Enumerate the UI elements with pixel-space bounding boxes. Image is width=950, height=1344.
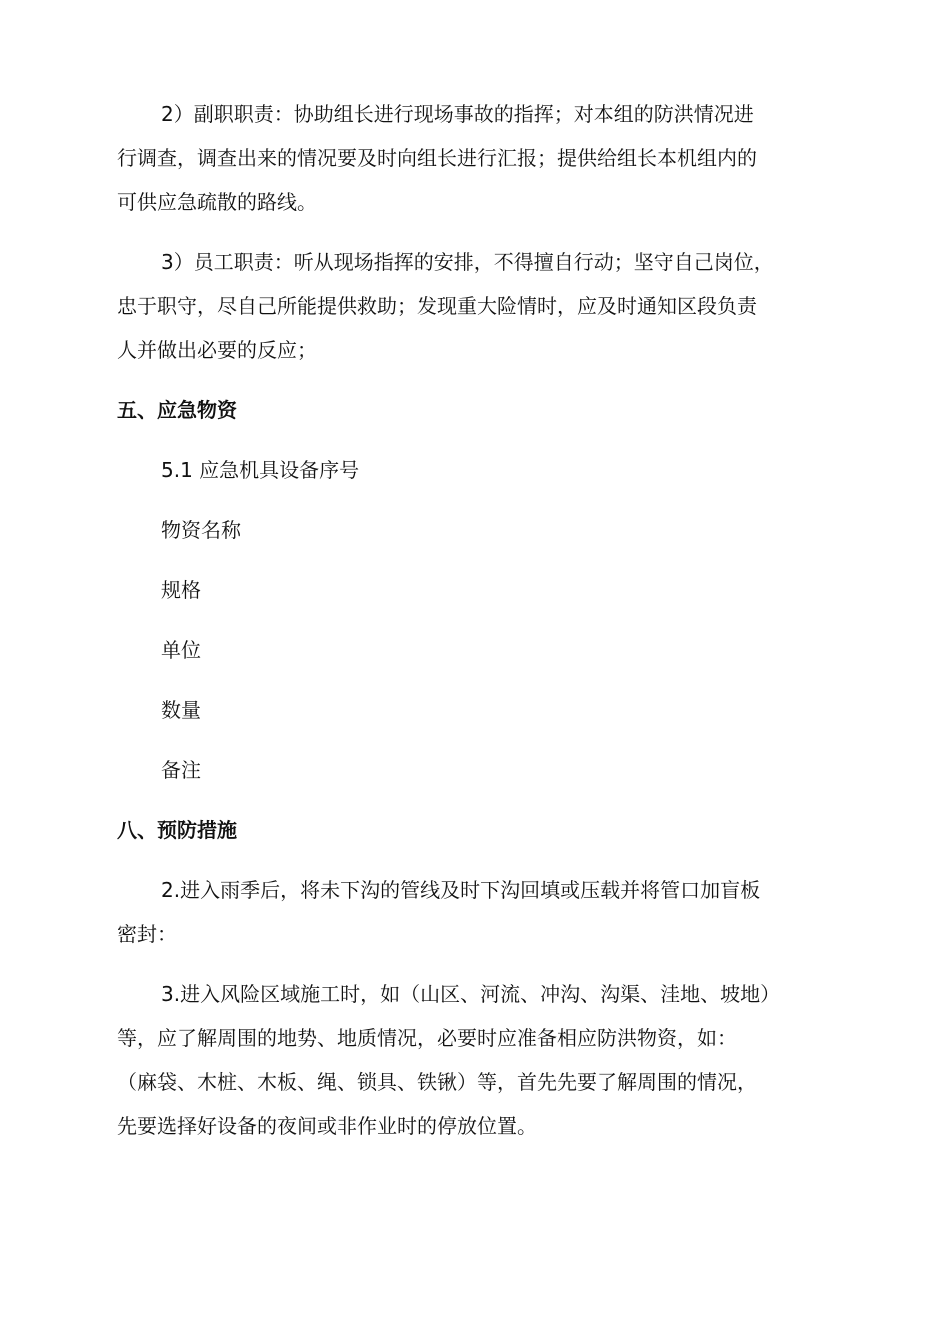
list-item: 备注 [161, 758, 201, 782]
section-heading-emergency-supplies: 五、应急物资 [117, 398, 237, 422]
paragraph-deputy-duties [117, 92, 837, 224]
text-line: 先要选择好设备的夜间或非作业时的停放位置。 [117, 1114, 537, 1138]
text-line: 3）员工职责：听从现场指挥的安排，不得擅自行动；坚守自己岗位， [161, 250, 774, 274]
text-line: 行调查，调查出来的情况要及时向组长进行汇报；提供给组长本机组内的 [117, 146, 757, 170]
document-page [117, 92, 837, 1148]
text-line: 等，应了解周围的地势、地质情况，必要时应准备相应防洪物资，如： [117, 1026, 737, 1050]
list-item: 物资名称 [161, 518, 241, 542]
list-item: 5.1 应急机具设备序号 [161, 458, 360, 482]
list-item: 规格 [161, 578, 201, 602]
text-line: 密封： [117, 922, 177, 946]
text-line: 3.进入风险区域施工时，如（山区、河流、冲沟、沟渠、洼地、坡地） [161, 982, 781, 1006]
paragraph-staff-duties [117, 240, 837, 372]
text-line: （麻袋、木桩、木板、绳、锁具、铁锹）等，首先先要了解周围的情况， [117, 1070, 757, 1094]
list-item: 数量 [161, 698, 201, 722]
text-line: 可供应急疏散的路线。 [117, 190, 317, 214]
paragraph-rainy-season [117, 868, 837, 956]
list-item: 单位 [161, 638, 201, 662]
text-line: 2）副职职责：协助组长进行现场事故的指挥；对本组的防洪情况进 [161, 102, 754, 126]
text-line: 人并做出必要的反应； [117, 338, 317, 362]
paragraph-risk-area [117, 972, 837, 1148]
text-line: 忠于职守，尽自己所能提供救助；发现重大险情时，应及时通知区段负责 [117, 294, 757, 318]
section-heading-preventive-measures: 八、预防措施 [117, 818, 237, 842]
text-line: 2.进入雨季后，将未下沟的管线及时下沟回填或压载并将管口加盲板 [161, 878, 761, 902]
